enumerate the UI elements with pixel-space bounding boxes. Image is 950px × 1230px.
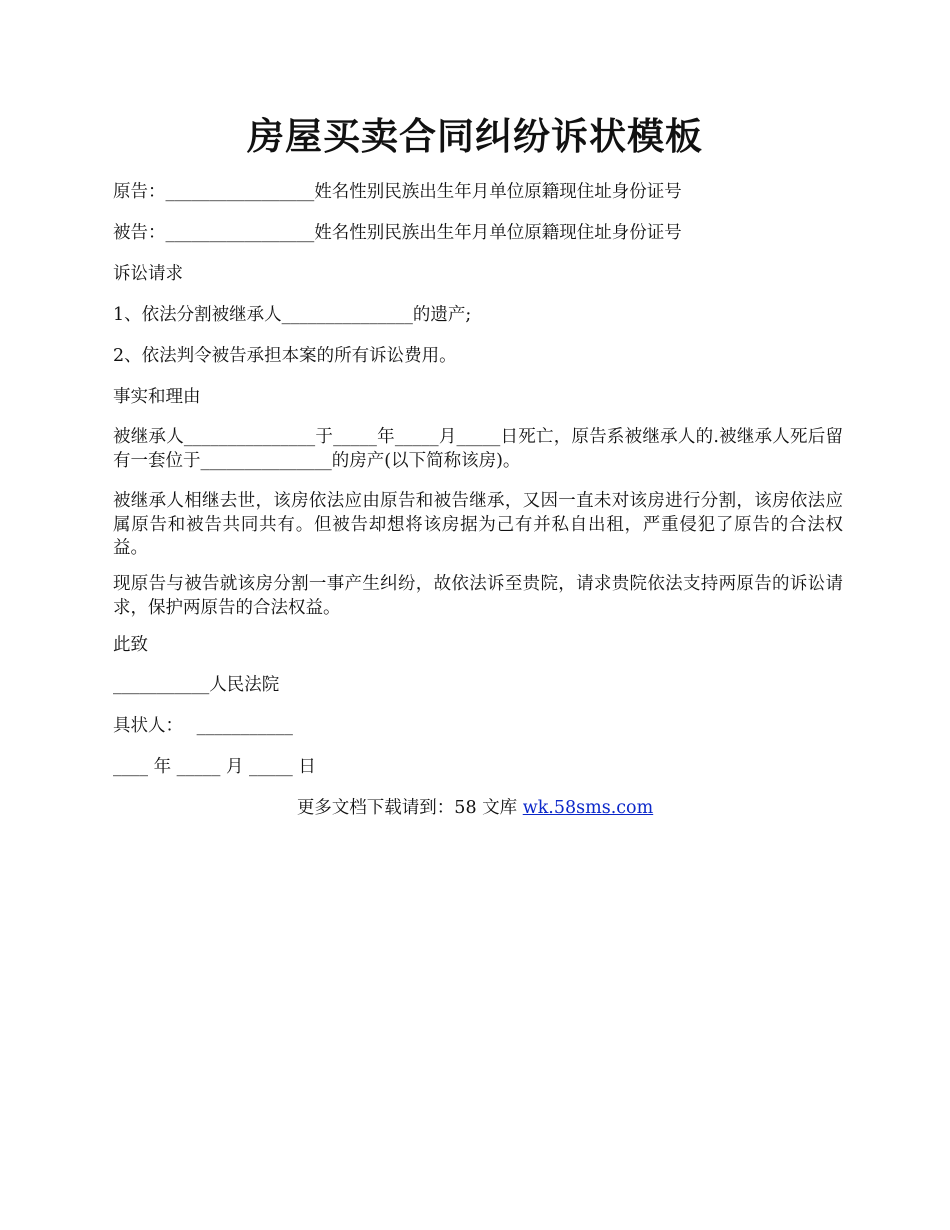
claim-item-1: 1、依法分割被继承人_______________的遗产;: [113, 305, 472, 325]
date-line: ____ 年 _____ 月 _____ 日: [113, 757, 316, 777]
plaintiff-line: 原告：_________________姓名性别民族出生年月单位原籍现住址身份证号: [113, 182, 682, 202]
footer-text: 更多文档下载请到：58 文库: [296, 798, 523, 818]
signer-blank: ___________: [196, 716, 293, 736]
signer-label: 具状人：: [113, 716, 183, 736]
facts-heading: 事实和理由: [113, 387, 201, 407]
claim-item-2: 2、依法判令被告承担本案的所有诉讼费用。: [113, 346, 457, 366]
document-title: 房屋买卖合同纠纷诉状模板: [247, 114, 703, 158]
facts-paragraph-2: 被继承人相继去世，该房依法应由原告和被告继承，又因一直未对该房进行分割，该房依法应属原告和被告共同共有。但被告却想将该房据为己有并私自出租，严重侵犯了原告的合法权益。: [113, 491, 843, 558]
facts-paragraph-3: 现原告与被告就该房分割一事产生纠纷，故依法诉至贵院，请求贵院依法支持两原告的诉讼请求，保护两原告的合法权益。: [113, 574, 843, 618]
court-line: ___________人民法院: [113, 675, 280, 695]
defendant-line: 被告：_________________姓名性别民族出生年月单位原籍现住址身份证号: [113, 223, 682, 243]
footer: [0, 797, 950, 820]
footer-link[interactable]: wk.58sms.com: [522, 798, 654, 818]
claims-heading: 诉讼请求: [113, 264, 183, 284]
salutation: 此致: [113, 635, 148, 655]
facts-paragraph-1: 被继承人_______________于_____年_____月_____日死亡，原告系被继承人的.被继承人死后留有一套位于_______________的房产(以下简称该房)。: [113, 427, 843, 471]
signer-line: [113, 715, 843, 738]
